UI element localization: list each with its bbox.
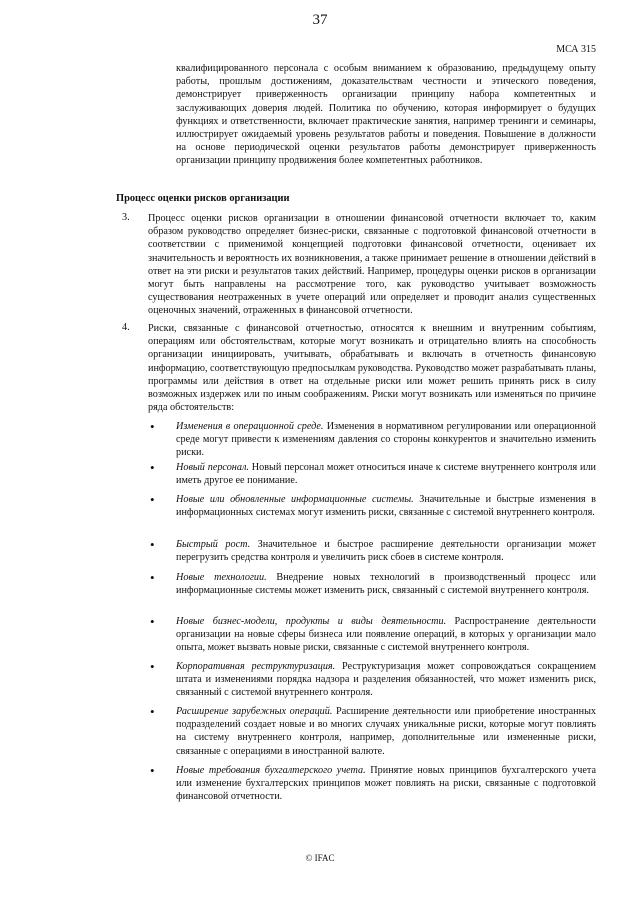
- bullet-icon: •: [150, 537, 155, 552]
- page-number: 37: [312, 12, 328, 28]
- list-item: [176, 615, 596, 655]
- list-item-title: Корпоративная реструктуризация.: [176, 661, 336, 672]
- list-item-text: Внедрение новых технологий в производственный процесс или информационные системы может изменить риск, связанный с системой внутреннего контроля.: [176, 572, 596, 597]
- list-item-text: Значительное и быстрое расширение деятельности организации может перегрузить средства контроля и увеличить риск сбоев в системе контроля.: [176, 539, 596, 564]
- bullet-icon: •: [150, 419, 155, 434]
- list-item: [176, 538, 596, 564]
- document-code: МСА 315: [556, 44, 596, 55]
- bullet-icon: •: [150, 614, 155, 629]
- list-item-text: Изменения в нормативном регулировании или операционной среде могут привести к изменениям давления со стороны конкурентов и значительно изменить риски.: [176, 421, 597, 459]
- list-item-title: Новые или обновленные информационные системы.: [176, 494, 414, 505]
- list-item: [176, 461, 596, 487]
- list-item: [176, 571, 596, 597]
- paragraph-3: Процесс оценки рисков организации в отношении финансовой отчетности включает то, каким образом руководство определяет бизнес-риски, связанные с подготовкой финансовой отчетности в соответствии с применимой концепцией подготовки финансовой отчетности, оценивает их значительность и вероятность их возникновения, а также принимает решение в отношении действий в ответ на эти риски и результатов таких действий. Например, процедуры оценки рисков в организации могут быть направлены на рассмотрение того, как руководство учитывает возможность существования неотраженных в учете операций или определяет и проводит анализ существенных оценочных значений, отраженных в финансовой отчетности.: [148, 213, 596, 317]
- list-item-title: Быстрый рост.: [176, 539, 251, 550]
- bullet-icon: •: [150, 460, 155, 475]
- list-item-title: Расширение зарубежных операций.: [176, 706, 333, 717]
- bullet-icon: •: [150, 763, 155, 778]
- paragraph-number-3: 3.: [122, 212, 130, 223]
- list-item-text: Новый персонал может относиться иначе к системе внутреннего контроля или иметь другое ее понимание.: [176, 462, 596, 487]
- list-item-title: Изменения в операционной среде.: [176, 421, 324, 432]
- list-item-text: Распространение деятельности организации на новые сферы бизнеса или появление операций, в которых у организации мало опыта, может вызвать новые риски, связанные с системой внутреннего контроля.: [176, 616, 596, 654]
- bullet-icon: •: [150, 704, 155, 719]
- list-item-text: Значительные и быстрые изменения в информационных системах могут изменить риски, связанные с системой внутреннего контроля.: [176, 494, 596, 519]
- list-item-text: Реструктуризация может сопровождаться сокращением штата и изменениями порядка надзора и разделения обязанностей, что может изменить риск, связанный с системой внутреннего контроля.: [176, 661, 596, 699]
- paragraph-4: Риски, связанные с финансовой отчетностью, относятся к внешним и внутренним событиям, операциям или обстоятельствам, которые могут возникать и отрицательно влиять на способность организации инициировать, учитывать, обрабатывать и включать в отчетность финансовую информацию, соответствующую предпосылкам руководства. Руководство может разрабатывать планы, программы или действия в ответ на отдельные риски или может решить принять риск в силу возможных издержек или по иным соображениям. Риски могут возникать или изменяться по причине ряда обстоятельств:: [148, 323, 596, 414]
- list-item: [176, 764, 596, 804]
- footer-copyright: © IFAC: [305, 853, 335, 863]
- list-item: [176, 660, 596, 700]
- list-item: [176, 493, 596, 519]
- list-item-text: Принятие новых принципов бухгалтерского учета или изменение бухгалтерских принципов может повлиять на риски, связанные с подготовкой финансовой отчетности.: [176, 765, 596, 803]
- intro-continuation: квалифицированного персонала с особым вниманием к образованию, предыдущему опыту работы, прошлым достижениям, доказательствам честности и этического поведения, демонстрирует приверженность организации принципу набора компетентных и заслуживающих доверия людей. Политика по обучению, которая информирует о будущих функциях и ответственности, включает практические занятия, например тренинги и семинары, иллюстрирует ожидаемый уровень результатов работы и поведения. Повышение в должности на основе периодической оценки результатов работы демонстрирует приверженность организации принципу продвижения более компетентных работников.: [176, 63, 596, 167]
- list-item: [176, 705, 596, 758]
- list-item-text: Расширение деятельности или приобретение иностранных подразделений создает новые и во многих случаях уникальные риски, которые могут повлиять на систему внутреннего контроля, например, дополнительные или измененные риски, связанные с операциями в иностранной валюте.: [176, 706, 597, 757]
- bullet-icon: •: [150, 659, 155, 674]
- list-item-title: Новые бизнес-модели, продукты и виды деятельности.: [176, 616, 447, 627]
- bullet-icon: •: [150, 492, 155, 507]
- list-item: [176, 420, 596, 460]
- list-item-title: Новые требования бухгалтерского учета.: [176, 765, 366, 776]
- paragraph-number-4: 4.: [122, 322, 130, 333]
- list-item-title: Новые технологии.: [176, 572, 267, 583]
- list-item-title: Новый персонал.: [176, 462, 249, 473]
- section-heading: Процесс оценки рисков организации: [116, 193, 290, 204]
- bullet-icon: •: [150, 570, 155, 585]
